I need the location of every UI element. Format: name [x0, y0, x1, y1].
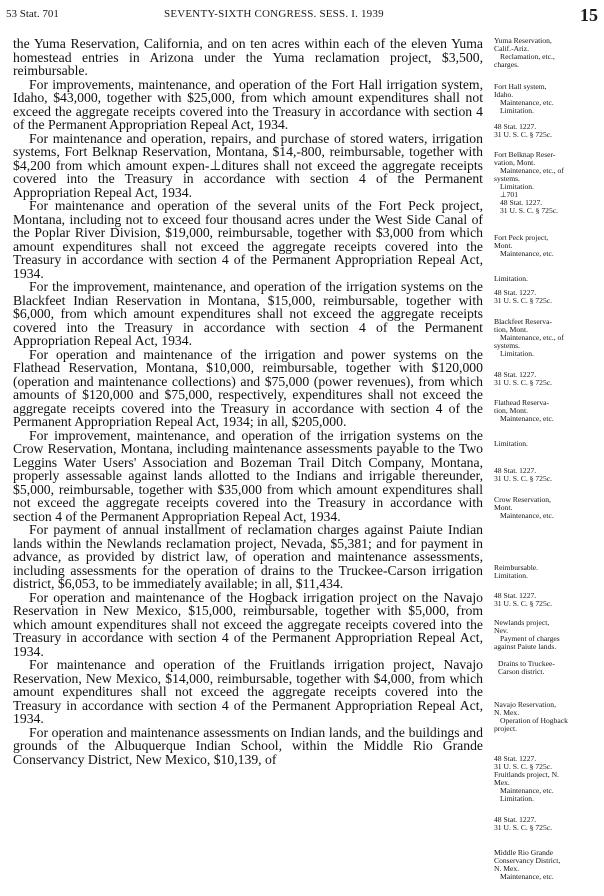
margin-note-line: N. Mex. [494, 709, 520, 717]
margin-note-line: 31 U. S. C. § 725c. [494, 475, 553, 483]
margin-note-line: N. Mex. [494, 865, 520, 873]
margin-note-line: Navajo Reservation, [494, 701, 556, 709]
margin-note-line: Maintenance, etc. [500, 512, 554, 520]
margin-note [494, 234, 600, 258]
margin-note-line: Maintenance, etc. [500, 415, 554, 423]
margin-note [494, 592, 600, 608]
margin-note-line: Yuma Reservation, [494, 37, 552, 45]
margin-note-line: ⊥701 [500, 191, 519, 199]
margin-note-line: Crow Reservation, [494, 496, 551, 504]
margin-note [494, 496, 600, 520]
margin-note-line: 48 Stat. 1227. [494, 289, 537, 297]
margin-note-line: 48 Stat. 1227. [494, 123, 537, 131]
margin-note-line: 48 Stat. 1227. [494, 592, 537, 600]
margin-note [494, 123, 600, 139]
margin-note-line: project. [494, 725, 517, 733]
paragraph: For the improvement, maintenance, and operation of the irrigation systems on the Blackfeet Indian Reservation in Montana, $15,000, reimbursable, together with $6,000, from which amount expenditures shall not exceed the aggregate receipts covered into the Treasury in accordance with section 4 of the Permanent Appropriation Repeal Act, 1934. [13, 279, 483, 348]
margin-note-line: systems. [494, 342, 520, 350]
margin-note-line: systems. [494, 175, 520, 183]
margin-note-line: 31 U. S. C. § 725c. [494, 379, 553, 387]
margin-note-line: tion, Mont. [494, 326, 528, 334]
margin-note-line: Drains to Truckee- [498, 660, 555, 668]
paragraph: For operation and maintenance assessments on Indian lands, and the buildings and grounds of the Albuquerque Indian School, within the Middle Rio Grande Conservancy District, New Mexico, $10,139, of [13, 724, 483, 767]
paragraph: For operation and maintenance of the irrigation and power systems on the Flathead Reservation, Montana, $10,000, reimbursable, together with $120,000 (operation and maintenance collections) and $75,000 (power revenues), from which amounts of $120,000 and $75,000, respectively, expenditures shall not exceed the aggregate receipts covered into the Treasury in accordance with section 4 of the Permanent Appropriation Repeal Act, 1934; in all, $205,000. [13, 346, 483, 429]
margin-note [494, 83, 600, 115]
margin-note-line: Nev. [494, 627, 509, 635]
margin-note-line: 48 Stat. 1227. [500, 199, 543, 207]
margin-note-line: Mont. [494, 242, 513, 250]
margin-note-line: Operation of Hogback [500, 717, 568, 725]
margin-note [494, 564, 600, 580]
margin-note [494, 318, 600, 358]
paragraph: For operation and maintenance of the Hogback irrigation project on the Navajo Reservation in New Mexico, $15,000, reimbursable, together with $5,000, from which amount expenditures shall not exceed the aggregate receipts covered into the Treasury in accordance with section 4 of the Permanent Appropriation Repeal Act, 1934. [13, 589, 483, 659]
margin-note-line: Limitation. [500, 795, 534, 803]
margin-note-line: 31 U. S. C. § 725c. [494, 763, 553, 771]
margin-note-line: Reimbursable. [494, 564, 539, 572]
paragraph: For maintenance and operation, repairs, and purchase of stored waters, irrigation systems, Fort Belknap Reservation, Montana, $14,-800, reimbursable, together with $4,200 from which amount expen-⊥ditures shall not exceed the aggregate receipts covered into the Treasury in accordance with section 4 of the Permanent Appropriation Repeal Act, 1934. [13, 130, 483, 200]
margin-note [494, 275, 600, 283]
body-text [13, 37, 483, 766]
paragraph: For improvements, maintenance, and operation of the Fort Hall irrigation system, Idaho, $43,000, together with $25,000, from which amount expenditures shall not exceed the aggregate receipts covered into the Treasury in accordance with section 4 of the Permanent Appropriation Repeal Act, 1934. [13, 76, 483, 132]
margin-note-line: Fruitlands project, N. [494, 771, 559, 779]
margin-note-line: 48 Stat. 1227. [494, 467, 537, 475]
margin-note-line: Maintenance, etc. [500, 250, 554, 258]
margin-note-line: Fort Hall system, [494, 83, 547, 91]
margin-note-line: charges. [494, 61, 519, 69]
paragraph: For maintenance and operation of the Fruitlands irrigation project, Navajo Reservation, New Mexico, $14,000, reimbursable, together with $4,000, from which amount expenditures shall not exceed the aggregate receipts covered into the Treasury in accordance with section 4 of the Permanent Appropriation Repeal Act, 1934. [13, 657, 483, 726]
margin-note-line: Maintenance, etc. [500, 99, 554, 107]
margin-note-line: Payment of charges [500, 635, 560, 643]
margin-note-line: Limitation. [494, 440, 528, 448]
margin-note [494, 467, 600, 483]
margin-note-line: against Paiute lands. [494, 643, 557, 651]
margin-note [494, 849, 600, 881]
page-header [6, 5, 598, 27]
margin-note-line: Calif.-Ariz. [494, 45, 530, 53]
margin-note-line: 31 U. S. C. § 725c. [494, 131, 553, 139]
margin-note-line: 31 U. S. C. § 725c. [494, 824, 553, 832]
margin-note-line: Carson district. [498, 668, 545, 676]
margin-note-line: 48 Stat. 1227. [494, 755, 537, 763]
margin-note [494, 440, 600, 448]
margin-note-line: Newlands project, [494, 619, 550, 627]
margin-note-line: 31 U. S. C. § 725c. [500, 207, 559, 215]
margin-note-line: Mont. [494, 504, 513, 512]
margin-note-line: Limitation. [494, 572, 528, 580]
paragraph: For payment of annual installment of reclamation charges against Paiute Indian lands within the Newlands reclamation project, Nevada, $5,381; and for payment in advance, as provided by district law, of operation and maintenance assessments, including assessments for the operation of drains to the Truckee-Carson irrigation district, $6,053, to be immediately available; in all, $11,434. [13, 522, 483, 591]
paragraph: For improvement, maintenance, and operation of the irrigation systems on the Crow Reservation, Montana, including maintenance assessments payable to the Two Leggins Water Users' Association and Bozeman Trail Ditch Company, Montana, properly assessable against lands allotted to the Indians and irrigable thereunder, $5,000, reimbursable, together with $35,000 from which amount expenditures shall not exceed the aggregate receipts covered into the Treasury in accordance with section 4 of the Permanent Appropriation Repeal Act, 1934. [13, 427, 483, 524]
paragraph: For maintenance and operation of the several units of the Fort Peck project, Montana, including not to exceed four thousand acres under the West Side Canal of the Poplar River Division, $19,000, reimbursable, together with $3,000 from which amount expenditures shall not exceed the aggregate receipts covered into the Treasury in accordance with section 4 of the Permanent Appropriation Repeal Act, 1934. [13, 198, 483, 281]
margin-note-line: 31 U. S. C. § 725c. [494, 600, 553, 608]
margin-note [494, 399, 600, 423]
margin-note-line: Mex. [494, 779, 510, 787]
margin-note-line: Maintenance, etc., of [500, 167, 564, 175]
margin-note [494, 755, 600, 803]
margin-note [494, 371, 600, 387]
margin-note [494, 37, 600, 69]
margin-note-line: vation, Mont. [494, 159, 536, 167]
margin-note-line: tion, Mont. [494, 407, 528, 415]
margin-note-line: Maintenance, etc. [500, 873, 554, 881]
margin-note-line: Reclamation, etc., [500, 53, 555, 61]
margin-note [494, 619, 600, 651]
margin-note [494, 816, 600, 832]
margin-note-line: Limitation. [500, 107, 534, 115]
margin-note [494, 701, 600, 733]
running-title: SEVENTY-SIXTH CONGRESS. SESS. I. 1939 [164, 8, 384, 20]
margin-note-line: Maintenance, etc. [500, 787, 554, 795]
margin-note-line: Fort Belknap Reser- [494, 151, 556, 159]
margin-note [494, 151, 600, 215]
margin-note-line: Limitation. [494, 275, 528, 283]
margin-note-line: 48 Stat. 1227. [494, 371, 537, 379]
margin-note-line: Limitation. [500, 350, 534, 358]
margin-note-line: Conservancy District, [494, 857, 561, 865]
paragraph: the Yuma Reservation, California, and on ten acres within each of the eleven Yuma homestead entries in Arizona under the Yuma reclamation project, $3,500, reimbursable. [13, 36, 483, 78]
margin-note-line: 31 U. S. C. § 725c. [494, 297, 553, 305]
margin-note-line: Blackfeet Reserva- [494, 318, 552, 326]
margin-note-line: 48 Stat. 1227. [494, 816, 537, 824]
margin-note-line: Maintenance, etc., of [500, 334, 564, 342]
margin-note-line: Middle Rio Grande [494, 849, 554, 857]
margin-note-line: Fort Peck project, [494, 234, 549, 242]
statute-citation: 53 Stat. 701 [6, 8, 59, 20]
margin-note [494, 660, 600, 676]
margin-note [494, 289, 600, 305]
margin-note-line: Idaho. [494, 91, 514, 99]
margin-note-line: Limitation. [500, 183, 534, 191]
page-number: 15 [580, 5, 598, 25]
margin-note-line: Flathead Reserva- [494, 399, 550, 407]
